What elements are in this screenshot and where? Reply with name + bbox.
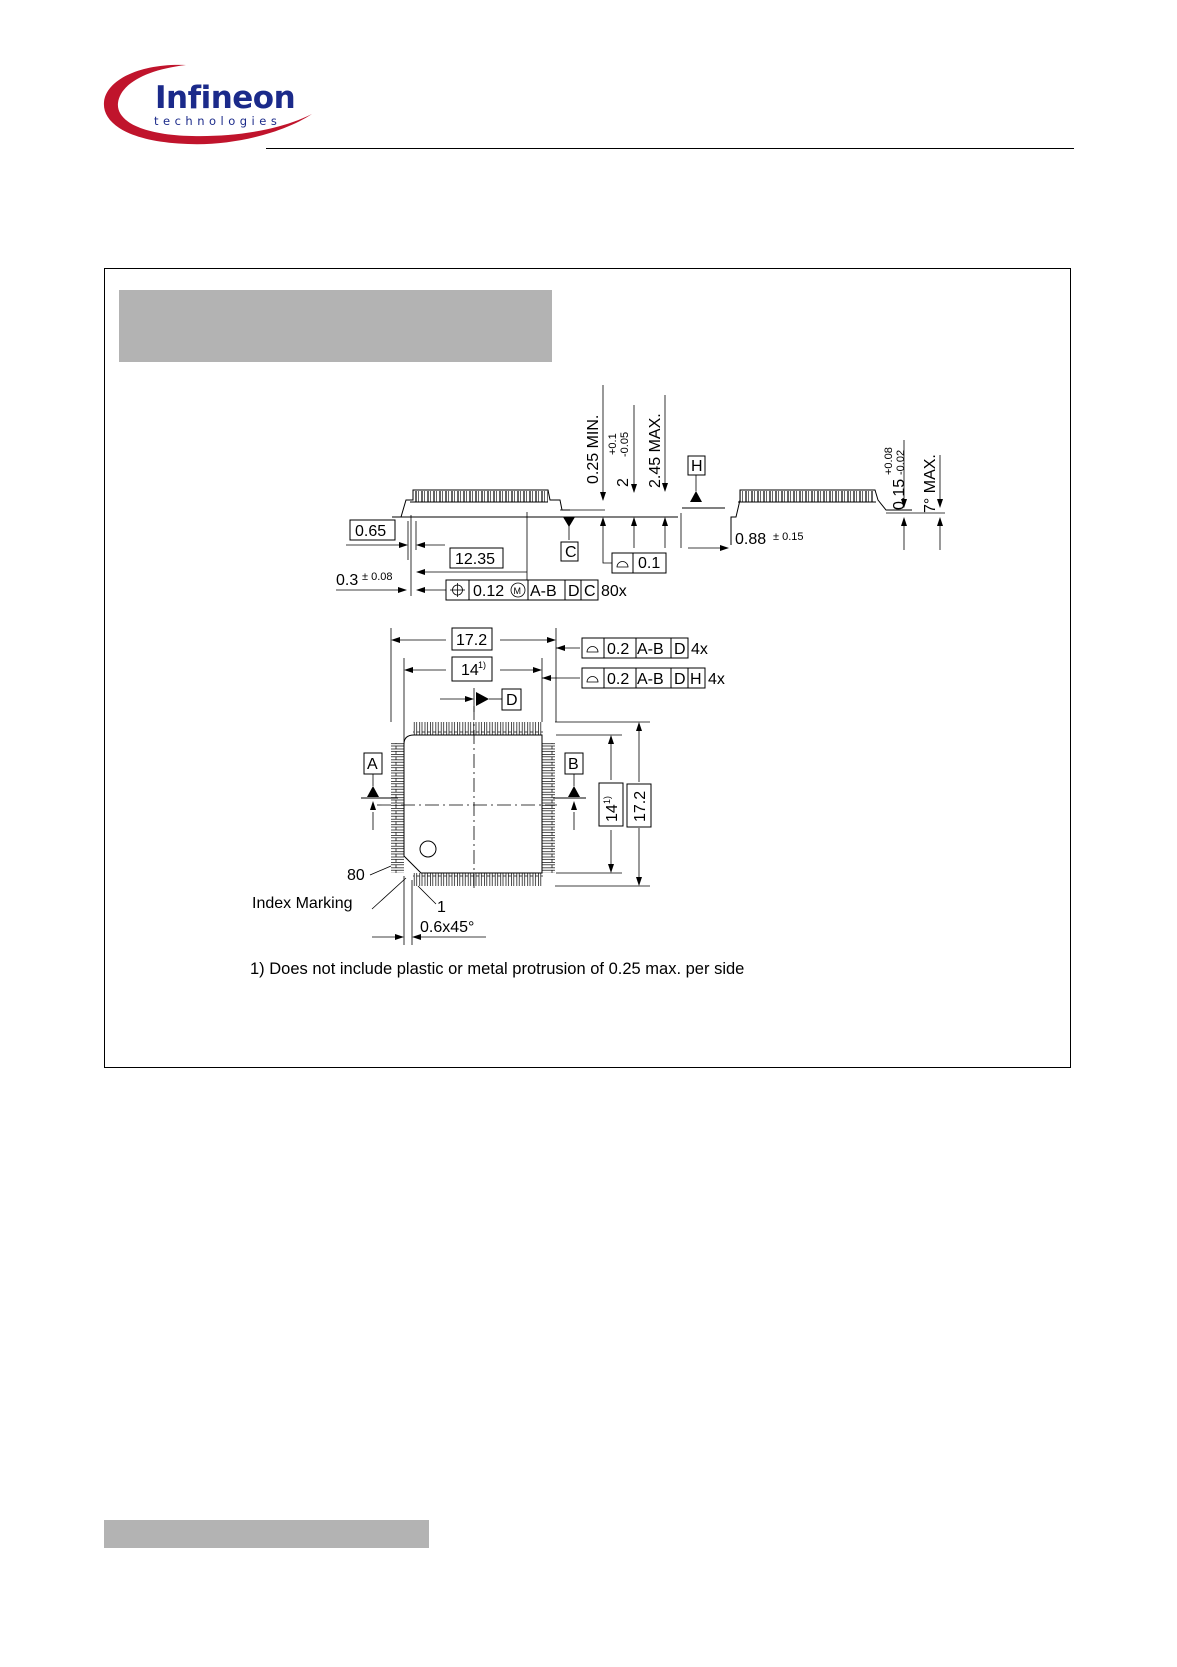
position-datum-c: C bbox=[584, 583, 596, 600]
body-height-tol-minus: -0.05 bbox=[619, 431, 631, 457]
foot-length-value: 0.88 bbox=[735, 531, 767, 548]
height-min-label: 0.25 MIN. bbox=[585, 414, 602, 484]
profile-tol-2-value: 0.2 bbox=[607, 671, 630, 688]
angle-max-value: 7° MAX. bbox=[922, 454, 939, 513]
leads-right bbox=[542, 743, 555, 873]
position-datum-ab: A-B bbox=[530, 583, 557, 600]
profile-tol-1-datum-ab: A-B bbox=[637, 641, 664, 658]
lead-thickness-tol-plus: +0.08 bbox=[883, 447, 895, 475]
lead-pitch-value: 0.65 bbox=[355, 523, 387, 540]
datum-b-label: B bbox=[568, 756, 579, 773]
pin-80-label: 80 bbox=[347, 867, 365, 884]
lead-span-value: 12.35 bbox=[455, 551, 496, 568]
datum-c-triangle bbox=[563, 517, 575, 527]
position-tol-value: 0.12 bbox=[473, 583, 505, 600]
profile-tol-1-datum-d: D bbox=[674, 641, 686, 658]
body-height-label: 2 bbox=[615, 478, 632, 487]
body-height-value: 14 bbox=[604, 804, 621, 822]
outer-width-value: 17.2 bbox=[456, 632, 488, 649]
datum-a-triangle bbox=[367, 786, 379, 797]
datum-c-label: C bbox=[565, 544, 577, 561]
index-marking-label: Index Marking bbox=[252, 895, 353, 912]
leads-bottom bbox=[413, 873, 543, 886]
chamfer-value: 0.6x45° bbox=[420, 919, 475, 936]
datum-b-triangle bbox=[568, 786, 580, 797]
profile-tol-2-count: 4x bbox=[708, 671, 725, 688]
lead-thickness-value: 0.15 bbox=[891, 478, 908, 510]
datum-h-label: H bbox=[691, 458, 703, 475]
position-datum-d: D bbox=[568, 583, 580, 600]
footnote-text: 1) Does not include plastic or metal protrusion of 0.25 max. per side bbox=[250, 960, 745, 978]
profile-tol-1-count: 4x bbox=[691, 641, 708, 658]
outer-height-value: 17.2 bbox=[632, 790, 649, 822]
mmc-modifier: M bbox=[513, 586, 521, 596]
side-view bbox=[336, 385, 678, 600]
lead-detail-view bbox=[681, 440, 945, 551]
datum-h-triangle bbox=[690, 491, 702, 502]
leads-left bbox=[391, 743, 404, 873]
body-height-footnote: 1) bbox=[602, 795, 612, 804]
lead-width-value: 0.3 bbox=[336, 572, 359, 589]
position-count: 80x bbox=[601, 583, 627, 600]
side-leads bbox=[413, 491, 548, 502]
profile-tol-1-value: 0.2 bbox=[607, 641, 630, 658]
datum-a-label: A bbox=[367, 756, 378, 773]
top-view bbox=[252, 628, 725, 945]
logo-wordmark: Infineon bbox=[155, 80, 296, 116]
foot-length-tol: ± 0.15 bbox=[773, 531, 804, 543]
profile-tol-2-datum-ab: A-B bbox=[637, 671, 664, 688]
body-height-tol-plus: +0.1 bbox=[607, 433, 619, 455]
datum-d-label: D bbox=[506, 692, 518, 709]
profile-tol-2-datum-h: H bbox=[690, 671, 702, 688]
body-width-value: 14 bbox=[461, 662, 479, 679]
package-body bbox=[404, 735, 542, 873]
index-marking-dot bbox=[420, 841, 436, 857]
height-max-label: 2.45 MAX. bbox=[647, 413, 664, 488]
lead-thickness-tol-minus: -0.02 bbox=[895, 449, 907, 475]
datum-d-triangle bbox=[476, 692, 489, 706]
pin-1-label: 1 bbox=[437, 899, 446, 916]
profile-tol-2-datum-d: D bbox=[674, 671, 686, 688]
lead-width-tol: ± 0.08 bbox=[362, 571, 393, 583]
coplanarity-value: 0.1 bbox=[638, 555, 661, 572]
body-width-footnote: 1) bbox=[478, 660, 487, 670]
leads-top bbox=[413, 722, 543, 735]
logo-tagline: technologies bbox=[154, 114, 282, 128]
